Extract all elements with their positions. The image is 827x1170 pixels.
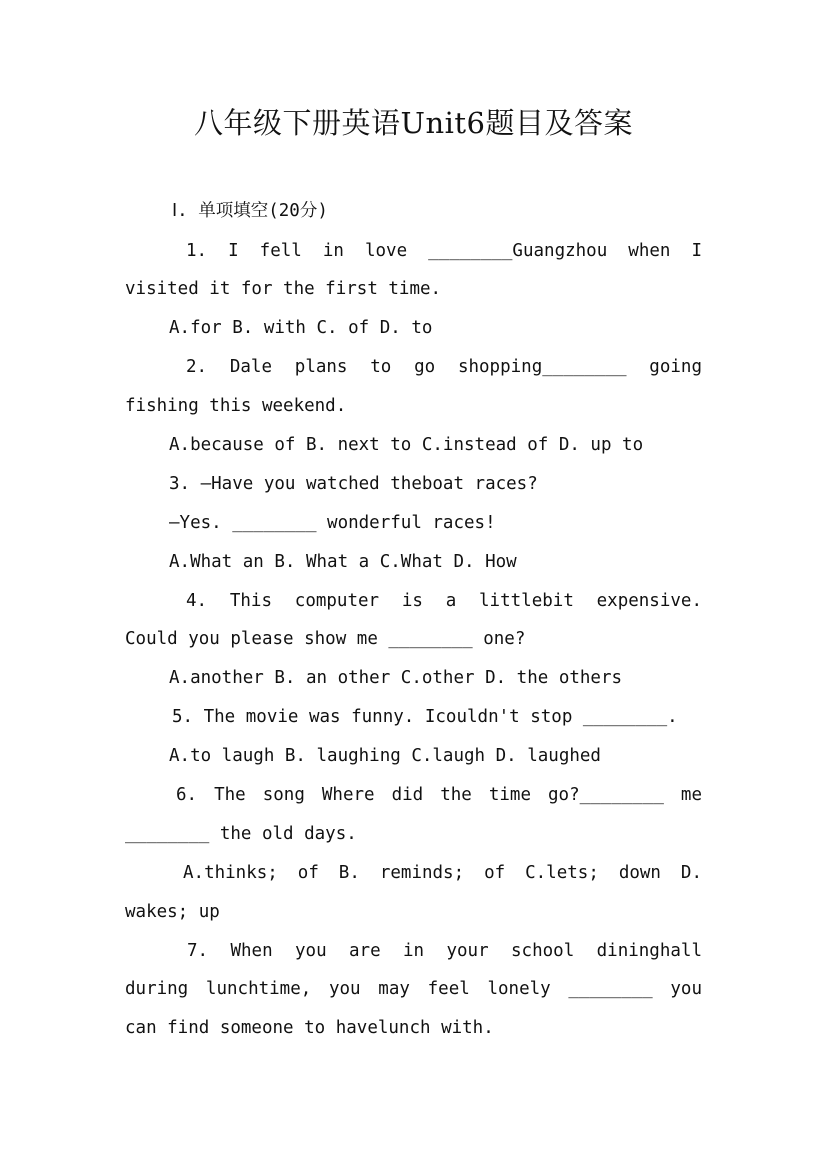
- question-7-line-2: during lunchtime, you may feel lonely ________ you: [125, 979, 702, 999]
- question-3-options: A.What an B. What a C.What D. How: [169, 552, 517, 572]
- question-4-options: A.another B. an other C.other D. the others: [169, 668, 623, 688]
- question-2-line-1: 2. Dale plans to go shopping________ going: [186, 357, 702, 377]
- question-4-line-1: 4. This computer is a littlebit expensive.: [186, 591, 702, 611]
- question-6-options-line-1: A.thinks; of B. reminds; of C.lets; down D.: [183, 863, 702, 883]
- question-5-line-1: 5. The movie was funny. Icouldn't stop ________.: [172, 707, 678, 727]
- question-5-options: A.to laugh B. laughing C.laugh D. laughed: [169, 746, 601, 766]
- question-2-options: A.because of B. next to C.instead of D. up to: [169, 435, 644, 455]
- document-title: 八年级下册英语Unit6题目及答案: [194, 106, 633, 140]
- question-6-line-2: ________ the old days.: [125, 824, 357, 844]
- question-2-line-2: fishing this weekend.: [125, 396, 347, 416]
- question-6-line-1: 6. The song Where did the time go?________ me: [176, 785, 702, 805]
- question-3-line-2: —Yes. ________ wonderful races!: [169, 513, 496, 533]
- question-1-line-2: visited it for the first time.: [125, 279, 442, 299]
- question-1-options: A.for B. with C. of D. to: [169, 318, 433, 338]
- section-heading: Ⅰ. 单项填空(20分): [172, 201, 328, 221]
- question-7-line-1: 7. When you are in your school dininghall: [187, 941, 702, 961]
- question-4-line-2: Could you please show me ________ one?: [125, 629, 526, 649]
- question-6-options-line-2: wakes; up: [125, 902, 220, 922]
- question-3-line-1: 3. —Have you watched theboat races?: [169, 474, 538, 494]
- question-7-line-3: can find someone to havelunch with.: [125, 1018, 494, 1038]
- question-1-line-1: 1. I fell in love ________Guangzhou when I: [186, 241, 702, 261]
